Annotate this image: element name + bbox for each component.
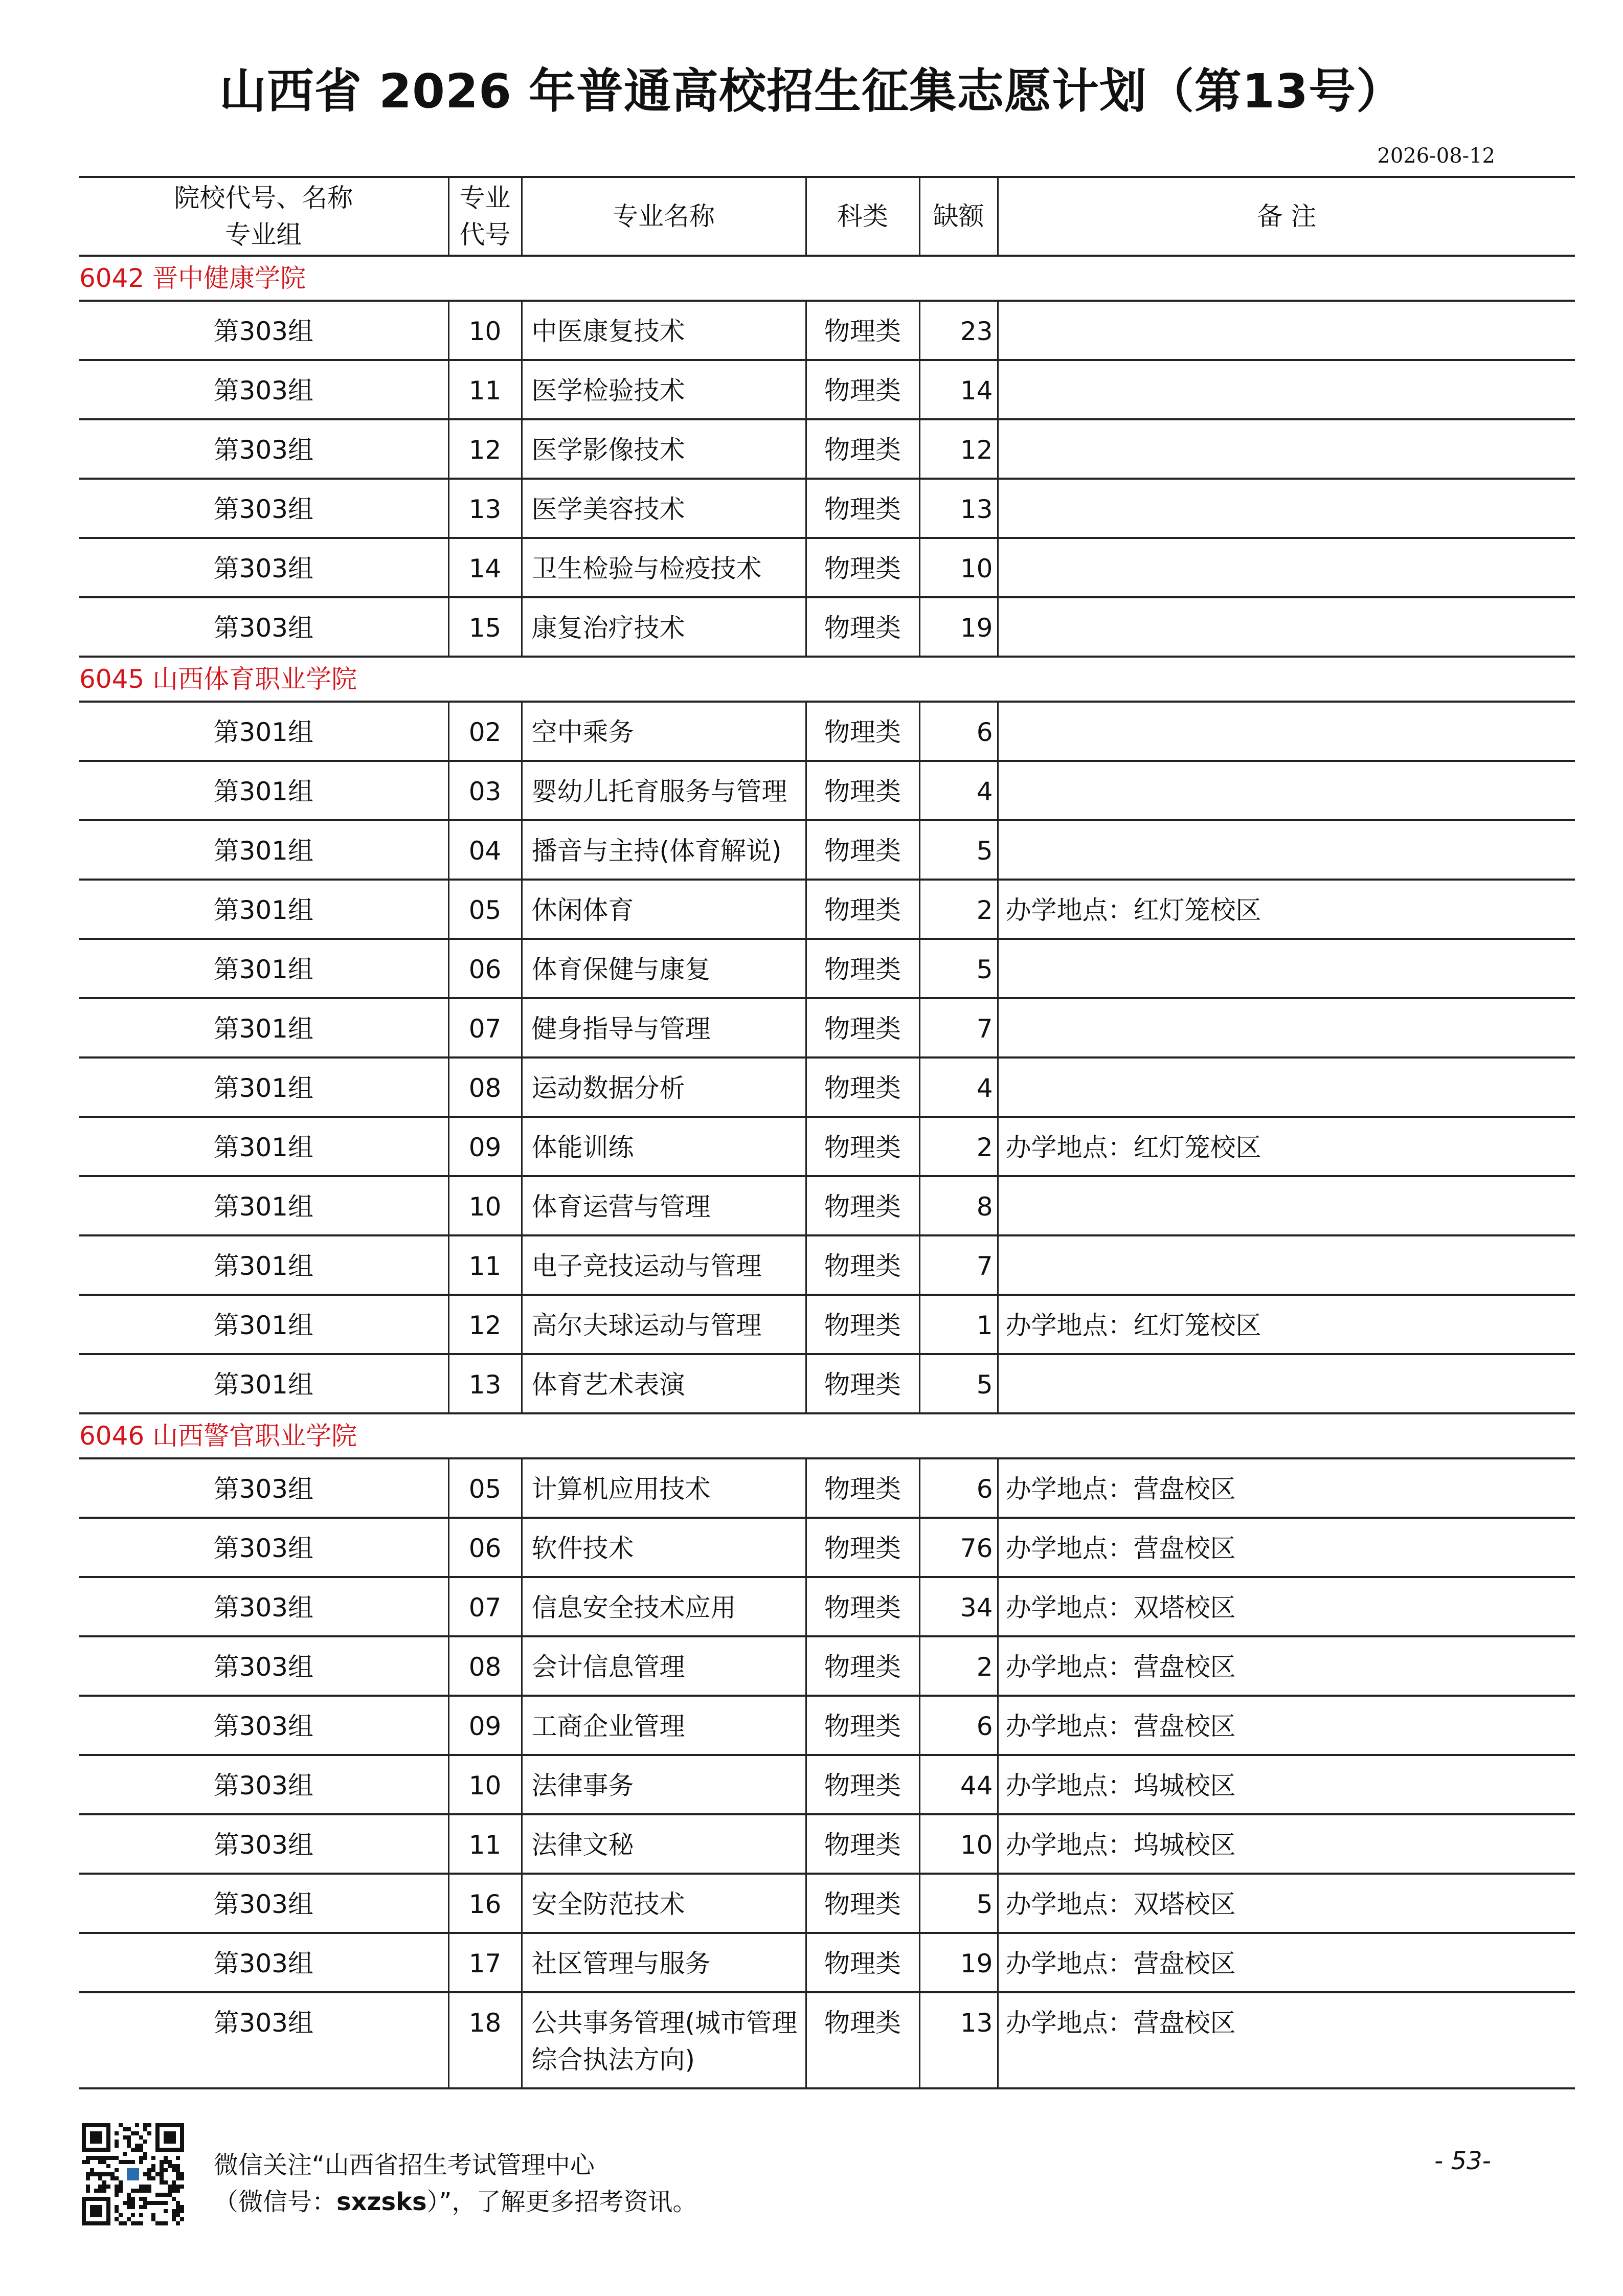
- table-header-row: [79, 177, 1575, 256]
- header-major-name: 专业名称: [522, 177, 806, 256]
- major-code-cell: 12: [448, 1295, 522, 1354]
- header-major-code: 专业 代号: [448, 177, 522, 256]
- group-cell: 第303组: [79, 419, 448, 479]
- vacancy-cell: 5: [919, 820, 998, 880]
- category-cell: 物理类: [806, 761, 919, 820]
- note-cell: 办学地点：营盘校区: [998, 1636, 1575, 1696]
- note-cell: [998, 1057, 1575, 1117]
- footer-line-1: 微信关注“山西省招生考试管理中心: [214, 2151, 595, 2179]
- school-header-row: [79, 657, 1575, 702]
- table-row: [79, 597, 1575, 657]
- major-name-cell: 健身指导与管理: [522, 998, 806, 1057]
- group-cell: 第301组: [79, 761, 448, 820]
- note-cell: [998, 702, 1575, 761]
- school-name: 6042 晋中健康学院: [79, 256, 1575, 301]
- major-code-cell: 17: [448, 1933, 522, 1992]
- school-header-row: [79, 256, 1575, 301]
- group-cell: 第301组: [79, 1176, 448, 1235]
- group-cell: 第301组: [79, 1117, 448, 1176]
- category-cell: 物理类: [806, 939, 919, 998]
- note-cell: [998, 479, 1575, 538]
- major-code-cell: 07: [448, 1577, 522, 1636]
- category-cell: 物理类: [806, 1933, 919, 1992]
- category-cell: 物理类: [806, 1874, 919, 1933]
- note-cell: 办学地点：双塔校区: [998, 1874, 1575, 1933]
- note-cell: [998, 360, 1575, 419]
- group-cell: 第303组: [79, 360, 448, 419]
- category-cell: 物理类: [806, 1176, 919, 1235]
- vacancy-cell: 7: [919, 1235, 998, 1295]
- group-cell: 第301组: [79, 1057, 448, 1117]
- group-cell: 第303组: [79, 1458, 448, 1518]
- major-name-cell: 信息安全技术应用: [522, 1577, 806, 1636]
- major-name-cell: 卫生检验与检疫技术: [522, 538, 806, 597]
- table-row: [79, 820, 1575, 880]
- group-cell: 第301组: [79, 1295, 448, 1354]
- group-cell: 第303组: [79, 1933, 448, 1992]
- note-cell: 办学地点：红灯笼校区: [998, 880, 1575, 939]
- group-cell: 第303组: [79, 479, 448, 538]
- header-note: 备 注: [998, 177, 1575, 256]
- table-row: [79, 1636, 1575, 1696]
- table-row: [79, 1696, 1575, 1755]
- vacancy-cell: 12: [919, 419, 998, 479]
- major-name-cell: 播音与主持(体育解说): [522, 820, 806, 880]
- note-cell: [998, 1354, 1575, 1413]
- vacancy-cell: 1: [919, 1295, 998, 1354]
- major-name-cell: 医学影像技术: [522, 419, 806, 479]
- major-name-cell: 会计信息管理: [522, 1636, 806, 1696]
- major-name-cell: 婴幼儿托育服务与管理: [522, 761, 806, 820]
- group-cell: 第301组: [79, 1354, 448, 1413]
- table-row: [79, 419, 1575, 479]
- table-row: [79, 538, 1575, 597]
- table-row: [79, 1814, 1575, 1874]
- group-cell: 第303组: [79, 301, 448, 360]
- page-number: - 53-: [1434, 2147, 1491, 2175]
- major-code-cell: 09: [448, 1696, 522, 1755]
- major-name-cell: 法律事务: [522, 1755, 806, 1814]
- vacancy-cell: 7: [919, 998, 998, 1057]
- vacancy-cell: 2: [919, 880, 998, 939]
- table-row: [79, 1518, 1575, 1577]
- major-code-cell: 14: [448, 538, 522, 597]
- major-code-cell: 05: [448, 880, 522, 939]
- major-name-cell: 医学检验技术: [522, 360, 806, 419]
- major-name-cell: 体育艺术表演: [522, 1354, 806, 1413]
- vacancy-cell: 6: [919, 1696, 998, 1755]
- note-cell: [998, 939, 1575, 998]
- note-cell: 办学地点：营盘校区: [998, 1458, 1575, 1518]
- group-cell: 第303组: [79, 1755, 448, 1814]
- major-code-cell: 11: [448, 360, 522, 419]
- major-code-cell: 08: [448, 1057, 522, 1117]
- table-row: [79, 1577, 1575, 1636]
- note-cell: 办学地点：营盘校区: [998, 1518, 1575, 1577]
- table-row: [79, 998, 1575, 1057]
- note-cell: [998, 419, 1575, 479]
- category-cell: 物理类: [806, 880, 919, 939]
- school-header-row: [79, 1413, 1575, 1458]
- category-cell: 物理类: [806, 998, 919, 1057]
- footer-note: [214, 2147, 697, 2220]
- category-cell: 物理类: [806, 1235, 919, 1295]
- vacancy-cell: 10: [919, 538, 998, 597]
- major-name-cell: 体能训练: [522, 1117, 806, 1176]
- major-code-cell: 12: [448, 419, 522, 479]
- group-cell: 第303组: [79, 1992, 448, 2088]
- category-cell: 物理类: [806, 1814, 919, 1874]
- category-cell: 物理类: [806, 702, 919, 761]
- vacancy-cell: 44: [919, 1755, 998, 1814]
- table-row: [79, 702, 1575, 761]
- note-cell: [998, 301, 1575, 360]
- category-cell: 物理类: [806, 538, 919, 597]
- note-cell: [998, 820, 1575, 880]
- category-cell: 物理类: [806, 597, 919, 657]
- major-code-cell: 10: [448, 1755, 522, 1814]
- major-code-cell: 04: [448, 820, 522, 880]
- major-code-cell: 05: [448, 1458, 522, 1518]
- major-code-cell: 03: [448, 761, 522, 820]
- note-cell: 办学地点：营盘校区: [998, 1696, 1575, 1755]
- enrollment-plan-table: [79, 176, 1575, 2089]
- table-row: [79, 1874, 1575, 1933]
- major-name-cell: 法律文秘: [522, 1814, 806, 1874]
- note-cell: 办学地点：坞城校区: [998, 1814, 1575, 1874]
- major-code-cell: 11: [448, 1235, 522, 1295]
- category-cell: 物理类: [806, 1354, 919, 1413]
- table-row: [79, 1933, 1575, 1992]
- vacancy-cell: 2: [919, 1117, 998, 1176]
- table-row: [79, 301, 1575, 360]
- vacancy-cell: 5: [919, 939, 998, 998]
- major-name-cell: 安全防范技术: [522, 1874, 806, 1933]
- category-cell: 物理类: [806, 1057, 919, 1117]
- group-cell: 第303组: [79, 538, 448, 597]
- group-cell: 第301组: [79, 998, 448, 1057]
- group-cell: 第303组: [79, 597, 448, 657]
- table-row: [79, 939, 1575, 998]
- note-cell: [998, 761, 1575, 820]
- major-name-cell: 体育运营与管理: [522, 1176, 806, 1235]
- category-cell: 物理类: [806, 1636, 919, 1696]
- group-cell: 第303组: [79, 1636, 448, 1696]
- vacancy-cell: 8: [919, 1176, 998, 1235]
- category-cell: 物理类: [806, 820, 919, 880]
- vacancy-cell: 19: [919, 1933, 998, 1992]
- note-cell: [998, 1176, 1575, 1235]
- group-cell: 第303组: [79, 1518, 448, 1577]
- major-name-cell: 中医康复技术: [522, 301, 806, 360]
- major-code-cell: 08: [448, 1636, 522, 1696]
- table-row: [79, 360, 1575, 419]
- major-code-cell: 16: [448, 1874, 522, 1933]
- note-cell: 办学地点：红灯笼校区: [998, 1117, 1575, 1176]
- major-name-cell: 工商企业管理: [522, 1696, 806, 1755]
- vacancy-cell: 2: [919, 1636, 998, 1696]
- vacancy-cell: 23: [919, 301, 998, 360]
- table-row: [79, 1755, 1575, 1814]
- note-cell: 办学地点：营盘校区: [998, 1992, 1575, 2088]
- table-row: [79, 1117, 1575, 1176]
- category-cell: 物理类: [806, 1518, 919, 1577]
- school-name: 6045 山西体育职业学院: [79, 657, 1575, 702]
- table-row: [79, 1992, 1575, 2088]
- vacancy-cell: 5: [919, 1874, 998, 1933]
- major-name-cell: 高尔夫球运动与管理: [522, 1295, 806, 1354]
- table-body: [79, 256, 1575, 2088]
- table-row: [79, 1458, 1575, 1518]
- publish-date: 2026-08-12: [1377, 144, 1495, 168]
- table-row: [79, 1295, 1575, 1354]
- vacancy-cell: 6: [919, 1458, 998, 1518]
- table-row: [79, 761, 1575, 820]
- vacancy-cell: 5: [919, 1354, 998, 1413]
- vacancy-cell: 10: [919, 1814, 998, 1874]
- major-name-cell: 康复治疗技术: [522, 597, 806, 657]
- vacancy-cell: 13: [919, 1992, 998, 2088]
- category-cell: 物理类: [806, 1117, 919, 1176]
- vacancy-cell: 4: [919, 761, 998, 820]
- major-code-cell: 10: [448, 301, 522, 360]
- group-cell: 第301组: [79, 820, 448, 880]
- vacancy-cell: 34: [919, 1577, 998, 1636]
- vacancy-cell: 76: [919, 1518, 998, 1577]
- header-category: 科类: [806, 177, 919, 256]
- major-code-cell: 18: [448, 1992, 522, 2088]
- major-code-cell: 06: [448, 939, 522, 998]
- group-cell: 第301组: [79, 1235, 448, 1295]
- school-name: 6046 山西警官职业学院: [79, 1413, 1575, 1458]
- major-code-cell: 07: [448, 998, 522, 1057]
- vacancy-cell: 13: [919, 479, 998, 538]
- major-code-cell: 06: [448, 1518, 522, 1577]
- category-cell: 物理类: [806, 301, 919, 360]
- major-name-cell: 公共事务管理(城市管理综合执法方向): [522, 1992, 806, 2088]
- group-cell: 第301组: [79, 702, 448, 761]
- major-name-cell: 电子竞技运动与管理: [522, 1235, 806, 1295]
- vacancy-cell: 14: [919, 360, 998, 419]
- wechat-qr-code: [82, 2123, 184, 2225]
- category-cell: 物理类: [806, 1755, 919, 1814]
- vacancy-cell: 6: [919, 702, 998, 761]
- category-cell: 物理类: [806, 1992, 919, 2088]
- note-cell: [998, 538, 1575, 597]
- major-name-cell: 运动数据分析: [522, 1057, 806, 1117]
- group-cell: 第301组: [79, 880, 448, 939]
- note-cell: 办学地点：营盘校区: [998, 1933, 1575, 1992]
- major-code-cell: 13: [448, 479, 522, 538]
- header-school-group: 院校代号、名称 专业组: [79, 177, 448, 256]
- group-cell: 第303组: [79, 1874, 448, 1933]
- major-code-cell: 13: [448, 1354, 522, 1413]
- category-cell: 物理类: [806, 1458, 919, 1518]
- major-code-cell: 11: [448, 1814, 522, 1874]
- note-cell: [998, 998, 1575, 1057]
- note-cell: [998, 1235, 1575, 1295]
- major-code-cell: 02: [448, 702, 522, 761]
- category-cell: 物理类: [806, 419, 919, 479]
- major-name-cell: 计算机应用技术: [522, 1458, 806, 1518]
- header-vacancy: 缺额: [919, 177, 998, 256]
- note-cell: 办学地点：红灯笼校区: [998, 1295, 1575, 1354]
- major-name-cell: 空中乘务: [522, 702, 806, 761]
- major-name-cell: 软件技术: [522, 1518, 806, 1577]
- table-row: [79, 1235, 1575, 1295]
- wechat-id: sxzsks: [336, 2188, 427, 2216]
- table-row: [79, 1176, 1575, 1235]
- category-cell: 物理类: [806, 360, 919, 419]
- vacancy-cell: 4: [919, 1057, 998, 1117]
- major-name-cell: 医学美容技术: [522, 479, 806, 538]
- group-cell: 第303组: [79, 1814, 448, 1874]
- major-code-cell: 09: [448, 1117, 522, 1176]
- note-cell: 办学地点：坞城校区: [998, 1755, 1575, 1814]
- category-cell: 物理类: [806, 1696, 919, 1755]
- major-name-cell: 体育保健与康复: [522, 939, 806, 998]
- major-name-cell: 休闲体育: [522, 880, 806, 939]
- table-row: [79, 1057, 1575, 1117]
- note-cell: 办学地点：双塔校区: [998, 1577, 1575, 1636]
- major-code-cell: 10: [448, 1176, 522, 1235]
- major-name-cell: 社区管理与服务: [522, 1933, 806, 1992]
- major-code-cell: 15: [448, 597, 522, 657]
- group-cell: 第303组: [79, 1577, 448, 1636]
- note-cell: [998, 597, 1575, 657]
- page-title: 山西省 2026 年普通高校招生征集志愿计划（第13号）: [219, 64, 1404, 119]
- category-cell: 物理类: [806, 1295, 919, 1354]
- group-cell: 第303组: [79, 1696, 448, 1755]
- table-row: [79, 479, 1575, 538]
- vacancy-cell: 19: [919, 597, 998, 657]
- category-cell: 物理类: [806, 479, 919, 538]
- table-row: [79, 1354, 1575, 1413]
- footer-line-2: （微信号：sxzsks）”，了解更多招考资讯。: [214, 2188, 697, 2216]
- table-row: [79, 880, 1575, 939]
- group-cell: 第301组: [79, 939, 448, 998]
- category-cell: 物理类: [806, 1577, 919, 1636]
